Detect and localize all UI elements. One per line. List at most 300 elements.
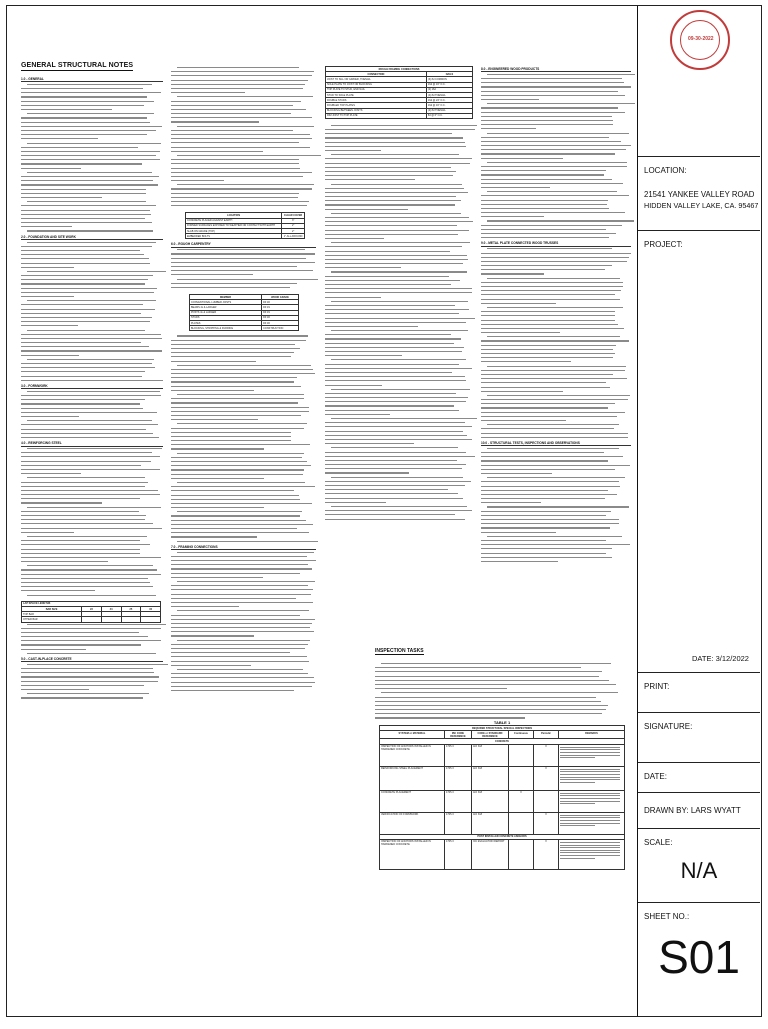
title-divider (638, 712, 760, 713)
note-text-line (325, 347, 475, 350)
note-text-line (21, 151, 163, 154)
note-text-line (21, 330, 163, 333)
note-text-line (481, 290, 631, 293)
note-text-line (325, 485, 475, 488)
note-text-line (325, 447, 475, 450)
note-text-line (21, 197, 163, 200)
note-text-line (481, 340, 631, 343)
note-text-line (21, 595, 163, 598)
note-text-line (171, 262, 316, 265)
note-text-line (325, 129, 475, 132)
note-text-line (21, 201, 163, 204)
note-text-line (21, 519, 163, 522)
drawing-area (7, 6, 637, 1016)
note-text-line (21, 511, 163, 514)
note-text-line (481, 465, 631, 468)
note-text-line (325, 213, 475, 216)
note-text-line (481, 502, 631, 505)
note-text-line (21, 113, 163, 116)
remark-text-line (560, 801, 620, 802)
remark-text-line (560, 825, 595, 826)
note-text-line (481, 403, 631, 406)
note-text-line (325, 355, 475, 358)
note-text-line (21, 325, 163, 328)
note-text-line (325, 192, 475, 195)
note-text-line (325, 150, 475, 153)
note-text-line (171, 673, 316, 676)
table-row: STUDS DF #2 (190, 315, 299, 320)
note-text-line (21, 138, 163, 141)
note-text-line (21, 88, 163, 91)
note-text-line (325, 452, 475, 455)
note-text-line (481, 95, 631, 98)
note-text-line (481, 553, 631, 556)
remark-text-line (560, 757, 595, 758)
note-text-line (171, 361, 316, 364)
table-row: JOIST TO SILL OR GIRDER, TOENAIL (3) 8d COMMON (326, 77, 473, 82)
note-text-line (481, 265, 631, 268)
note-text-line (171, 126, 316, 129)
table-header: #5 (121, 606, 141, 611)
note-text-line (325, 221, 475, 224)
note-text-line (171, 258, 316, 261)
note-text-line (171, 690, 316, 693)
note-text-line (481, 523, 631, 526)
note-text-line (171, 524, 316, 527)
note-text-line (21, 109, 163, 112)
title-divider (638, 230, 760, 231)
note-text-line (21, 553, 163, 556)
note-text-line (21, 292, 163, 295)
note-text-line (481, 490, 631, 493)
note-text-line (21, 163, 163, 166)
note-text-line (21, 536, 163, 539)
note-text-line (21, 465, 163, 468)
note-text-line (171, 503, 316, 506)
remark-text-line (560, 777, 620, 778)
note-text-line (325, 292, 475, 295)
note-text-line (325, 133, 475, 136)
note-text-line (171, 623, 316, 626)
note-text-line (325, 410, 475, 413)
table-row: TOP PLATE TO STUD, END NAIL (2) 16d (326, 87, 473, 92)
note-text-line (171, 130, 316, 133)
note-text-line (325, 267, 475, 270)
note-text-line (171, 453, 316, 456)
note-text-line (481, 536, 631, 539)
note-text-line (171, 669, 316, 672)
note-text-line (171, 581, 316, 584)
note-text-line (21, 193, 163, 196)
note-text-line (325, 288, 475, 291)
note-text-line (171, 606, 316, 609)
note-text-line (171, 482, 316, 485)
note-text-line (481, 328, 631, 331)
note-text-line (481, 448, 631, 451)
note-text-line (481, 220, 631, 223)
nailing-schedule-table (325, 66, 473, 119)
table-row: DOUBLE STUDS 16d @ 24" O.C. (326, 98, 473, 103)
note-text-line (171, 536, 316, 539)
note-text-line (481, 424, 631, 427)
title-divider (638, 902, 760, 903)
note-text-line (481, 391, 631, 394)
section-heading: 2.0 - FOUNDATION AND SITE WORK (21, 236, 163, 240)
note-text-line (481, 456, 631, 459)
note-text-line (481, 412, 631, 415)
note-text-line (171, 151, 316, 154)
note-text-line (325, 477, 475, 480)
note-text-line (481, 137, 631, 140)
note-text-line (21, 180, 163, 183)
table-row: BLOCKING, STRIPPING & FURRING CONSTRUCTION (190, 326, 299, 331)
note-text-line (171, 556, 316, 559)
note-text-line (325, 175, 475, 178)
note-text-line (481, 382, 631, 385)
note-text-line (171, 428, 316, 431)
note-text-line (21, 250, 163, 253)
note-text-line (481, 303, 631, 306)
page-title: GENERAL STRUCTURAL NOTES (21, 62, 134, 69)
note-text-line (481, 460, 631, 463)
note-text-line (481, 557, 631, 560)
note-text-line (171, 163, 316, 166)
note-text-line (325, 322, 475, 325)
table-row: EMBEDDED BOLTS 1" ALL AROUND (186, 234, 305, 239)
note-text-line (171, 80, 316, 83)
table-row: STUD TO SOLE PLATE (4) 8d TOENAIL (326, 92, 473, 97)
note-text-line (171, 279, 316, 282)
note-text-line (171, 71, 316, 74)
title-block (637, 6, 761, 1016)
remark-text-line (560, 755, 620, 756)
note-text-line (325, 393, 475, 396)
table-header: Periodic (534, 731, 559, 739)
note-text-line (21, 283, 163, 286)
table-row: POSTS 4x & LARGER DF #1 (190, 310, 299, 315)
note-text-line (481, 561, 631, 564)
note-text-line (325, 506, 475, 509)
note-text-line (481, 519, 631, 522)
remark-text-line (560, 752, 620, 753)
note-text-line (21, 586, 163, 589)
note-text-line (21, 355, 163, 358)
note-text-line (171, 598, 316, 601)
note-text-line (171, 201, 316, 204)
note-text-line (325, 439, 475, 442)
note-text-line (21, 342, 163, 345)
note-text-line (481, 481, 631, 484)
note-text-line (325, 326, 475, 329)
note-text-line (171, 661, 316, 664)
note-text-line (325, 301, 475, 304)
note-text-line (481, 452, 631, 455)
section-heading: 10.0 - STRUCTURAL TESTS, INSPECTIONS AND OBSERVATIONS (481, 442, 631, 446)
notes-column-1 (21, 76, 163, 701)
table-title: ROUGH FRAMING CONNECTIONS (326, 67, 473, 72)
note-text-line (171, 419, 316, 422)
note-text-line (481, 133, 631, 136)
note-text-line (325, 460, 475, 463)
note-text-line (21, 101, 163, 104)
note-text-line (171, 474, 316, 477)
special-inspections-table (379, 725, 625, 870)
note-text-line (21, 408, 163, 411)
note-text-line (481, 315, 631, 318)
note-text-line (325, 468, 475, 471)
note-text-line (171, 478, 316, 481)
note-text-line (325, 263, 475, 266)
note-text-line (21, 502, 163, 505)
table-row: REINFORCING STEEL PLACEMENT 1705.3 ACI 318 X (380, 766, 625, 790)
table-row: BEAMS 4x & LARGER DF #1 (190, 305, 299, 310)
table-header: CLEAR COVER (282, 213, 305, 218)
remark-text-line (560, 749, 620, 750)
note-text-line (171, 176, 316, 179)
note-text-line (481, 416, 631, 419)
note-text-line (21, 437, 163, 440)
note-text-line (21, 226, 163, 229)
note-text-line (481, 527, 631, 530)
note-text-line (171, 266, 316, 269)
note-text-line (21, 456, 163, 459)
remark-text-line (560, 845, 620, 846)
note-text-line (171, 665, 316, 668)
note-text-line (171, 552, 316, 555)
note-text-line (171, 682, 316, 685)
note-text-line (325, 179, 475, 182)
note-text-line (21, 126, 163, 129)
note-text-line (21, 317, 163, 320)
note-text-line (21, 309, 163, 312)
note-text-line (481, 261, 631, 264)
table-row: OTHER BAR (22, 617, 161, 622)
note-text-line (171, 390, 316, 393)
note-text-line (481, 166, 631, 169)
date-label: DATE: (644, 772, 667, 781)
note-text-line (21, 628, 163, 631)
note-text-line (171, 101, 316, 104)
table-row: INSPECTION OF ANCHORS INSTALLED IN HARDENED CONCRETE 1705.3 ACI 318 X (380, 744, 625, 766)
remark-text-line (560, 842, 620, 843)
note-text-line (21, 636, 163, 639)
note-text-line (325, 200, 475, 203)
note-text-line (171, 121, 316, 124)
note-text-line (171, 369, 316, 372)
note-text-line (21, 632, 163, 635)
note-text-line (481, 141, 631, 144)
note-text-line (171, 373, 316, 376)
note-text-line (21, 84, 163, 87)
note-text-line (481, 145, 631, 148)
note-text-line (21, 420, 163, 423)
note-text-line (21, 321, 163, 324)
note-text-line (325, 238, 475, 241)
note-text-line (481, 540, 631, 543)
note-text-line (325, 271, 475, 274)
note-text-line (325, 426, 475, 429)
project-label: PROJECT: (644, 240, 683, 249)
note-text-line (325, 184, 475, 187)
title-divider (638, 828, 760, 829)
note-text-line (21, 469, 163, 472)
note-text-line (481, 208, 631, 211)
note-text-line (171, 348, 316, 351)
table-group-label: POST INSTALLED CONCRETE ANCHORS (380, 834, 625, 839)
note-text-line (21, 275, 163, 278)
table-header: SYSTEM or MATERIAL (380, 731, 445, 739)
note-text-line (325, 125, 475, 128)
note-text-line (21, 574, 163, 577)
note-text-line (171, 577, 316, 580)
note-text-line (21, 569, 163, 572)
note-text-line (21, 494, 163, 497)
note-text-line (171, 541, 316, 544)
note-text-line (325, 418, 475, 421)
table-group-label: CONCRETE (380, 739, 625, 744)
note-text-line (325, 142, 475, 145)
note-text-line (325, 280, 475, 283)
note-text-line (481, 399, 631, 402)
remark-text-line (560, 823, 620, 824)
note-text-line (21, 473, 163, 476)
table-header: #4 (101, 606, 121, 611)
note-text-line (21, 267, 163, 270)
remark-text-line (560, 815, 620, 816)
note-text-line (21, 477, 163, 480)
note-text-line (21, 486, 163, 489)
note-text-line (21, 130, 163, 133)
note-text-line (325, 401, 475, 404)
note-text-line (375, 671, 625, 674)
table-header: REMARKS (559, 731, 625, 739)
note-text-line (325, 464, 475, 467)
remark-text-line (560, 798, 620, 799)
note-text-line (325, 246, 475, 249)
stamp-date: 09-30-2022 (688, 36, 714, 42)
note-text-line (21, 689, 163, 692)
note-text-line (171, 627, 316, 630)
remark-text-line (560, 855, 620, 856)
note-text-line (325, 137, 475, 140)
note-text-line (171, 155, 316, 158)
note-text-line (21, 105, 163, 108)
note-text-line (171, 287, 316, 290)
note-text-line (171, 490, 316, 493)
note-text-line (171, 159, 316, 162)
note-text-line (171, 407, 316, 410)
table-header: MEMBER (190, 295, 262, 300)
note-text-line (21, 490, 163, 493)
remark-text-line (560, 774, 620, 775)
note-text-line (21, 300, 163, 303)
note-text-line (21, 498, 163, 501)
note-text-line (481, 395, 631, 398)
note-text-line (21, 452, 163, 455)
note-text-line (171, 585, 316, 588)
note-text-line (21, 155, 163, 158)
note-text-line (21, 205, 163, 208)
note-text-line (171, 615, 316, 618)
note-text-line (171, 415, 316, 418)
note-text-line (21, 214, 163, 217)
table-header: LOCATION (186, 213, 282, 218)
note-text-line (325, 146, 475, 149)
note-text-line (21, 391, 163, 394)
note-text-line (21, 168, 163, 171)
note-text-line (481, 353, 631, 356)
note-text-line (325, 309, 475, 312)
note-text-line (21, 448, 163, 451)
note-text-line (21, 230, 163, 233)
note-text-line (171, 394, 316, 397)
note-text-line (171, 423, 316, 426)
scale-value: N/A (680, 858, 718, 883)
note-text-line (21, 523, 163, 526)
note-text-line (325, 372, 475, 375)
note-text-line (21, 590, 163, 593)
note-text-line (325, 380, 475, 383)
note-text-line (481, 498, 631, 501)
note-text-line (171, 105, 316, 108)
note-text-line (325, 163, 475, 166)
note-text-line (171, 270, 316, 273)
note-text-line (481, 170, 631, 173)
note-text-line (171, 92, 316, 95)
note-text-line (325, 313, 475, 316)
note-text-line (21, 363, 163, 366)
title-divider (638, 762, 760, 763)
note-text-line (481, 349, 631, 352)
note-text-line (171, 335, 316, 338)
note-text-line (375, 667, 625, 670)
note-text-line (325, 422, 475, 425)
note-text-line (21, 649, 163, 652)
note-text-line (481, 86, 631, 89)
note-text-line (171, 686, 316, 689)
note-text-line (21, 399, 163, 402)
note-text-line (481, 162, 631, 165)
table-row: PLATES DF #2 (190, 321, 299, 326)
note-text-line (481, 387, 631, 390)
note-text-line (171, 377, 316, 380)
note-text-line (171, 197, 316, 200)
note-text-line (481, 183, 631, 186)
note-text-line (171, 180, 316, 183)
title-divider (638, 792, 760, 793)
note-text-line (481, 515, 631, 518)
section-heading: 9.0 - METAL PLATE CONNECTED WOOD TRUSSES (481, 242, 631, 246)
note-text-line (21, 117, 163, 120)
note-text-line (481, 248, 631, 251)
table-row: TOP BAR (22, 612, 161, 617)
section-heading: 6.0 - ROUGH CARPENTRY (171, 243, 316, 247)
drawn-by: DRAWN BY: LARS WYATT (644, 806, 741, 815)
remark-text-line (560, 850, 620, 851)
note-text-line (375, 713, 625, 716)
note-text-line (481, 494, 631, 497)
note-text-line (21, 96, 163, 99)
note-text-line (481, 299, 631, 302)
note-text-line (171, 432, 316, 435)
note-text-line (171, 253, 316, 256)
note-text-line (481, 74, 631, 77)
note-text-line (325, 351, 475, 354)
note-text-line (171, 499, 316, 502)
note-text-line (21, 561, 163, 564)
table-header: #6 (141, 606, 161, 611)
note-text-line (325, 204, 475, 207)
